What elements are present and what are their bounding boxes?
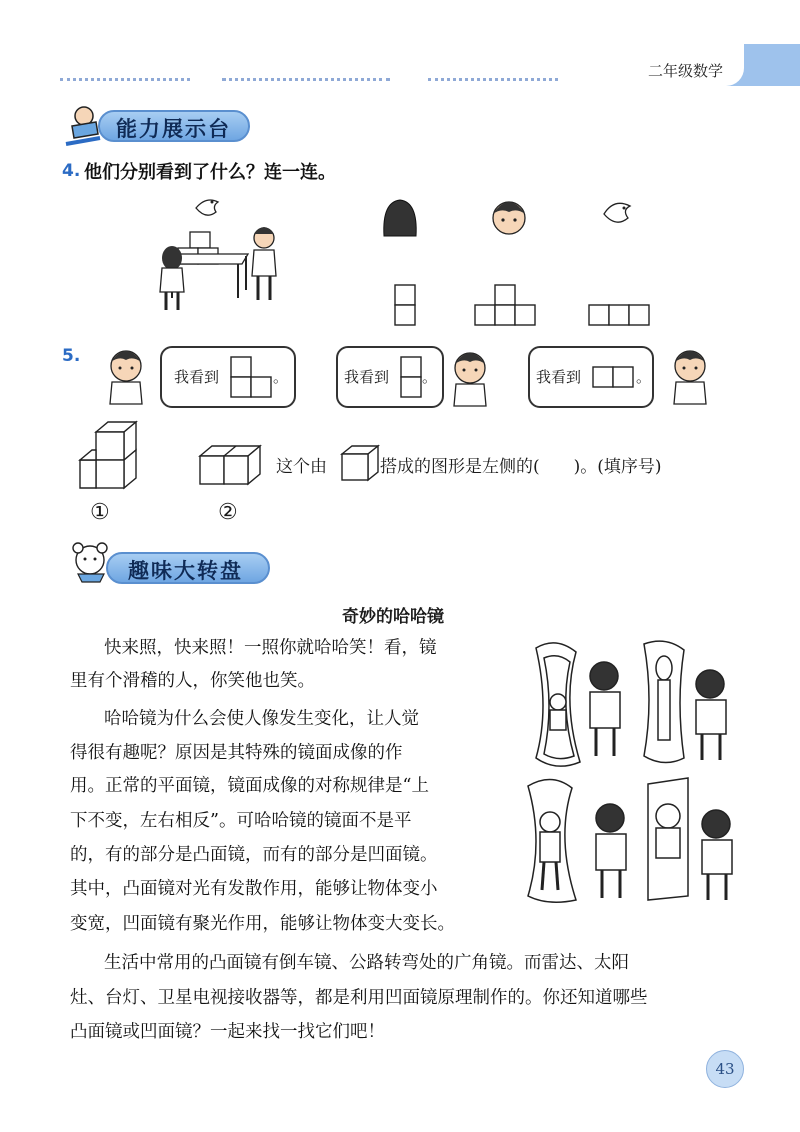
structure-1-label: ①: [90, 500, 110, 525]
bubble-2-text: 我看到: [344, 368, 390, 386]
article-line-4: 得很有趣呢？原因是其特殊的镜面成像的作: [70, 743, 403, 763]
bubble-1-suffix: 。: [273, 368, 289, 386]
grade-label: 二年级数学: [648, 62, 724, 80]
kid-3-icon: [664, 346, 714, 406]
cube-structure-1: [78, 420, 142, 496]
header-dots-2: [222, 78, 390, 81]
article-title: 奇妙的哈哈镜: [342, 607, 444, 627]
view-t-shape: [474, 284, 538, 328]
girl-back-head-icon: [380, 196, 420, 240]
article-line-1: 快来照，快来照！一照你就哈哈笑！看，镜: [104, 638, 437, 658]
structure-2-label: ②: [218, 500, 238, 525]
single-cube-icon: [340, 444, 380, 482]
bird-icon: [600, 196, 640, 232]
question-4-text: 他们分别看到了什么？连一连。: [84, 162, 336, 183]
view-vertical-two: [394, 284, 418, 328]
article-line-2: 里有个滑稽的人，你笑他也笑。: [70, 671, 315, 691]
article-line-6: 下不变，左右相反”。可哈哈镜的镜面不是平: [70, 811, 412, 831]
article-line-12: 凸面镜或凹面镜？一起来找一找它们吧！: [70, 1022, 385, 1042]
bubble-2-suffix: 。: [422, 368, 438, 386]
bubble-3-text: 我看到: [536, 368, 582, 386]
article-line-8: 其中，凸面镜对光有发散作用，能够让物体变小: [70, 879, 438, 899]
article-line-5: 用。正常的平面镜，镜面成像的对称规律是“上: [70, 776, 429, 796]
mirror-illustration-2: [520, 776, 740, 906]
cube-structure-2: [198, 444, 262, 496]
question-4-number: 4.: [62, 161, 81, 181]
bubble-1-text: 我看到: [174, 368, 220, 386]
question-5-prefix: 这个由: [276, 457, 327, 477]
article-line-7: 的，有的部分是凸面镜，而有的部分是凹面镜。: [70, 845, 438, 865]
view-horizontal-three: [588, 304, 652, 328]
article-line-9: 变宽，凹面镜有聚光作用，能够让物体变大变长。: [70, 914, 455, 934]
question-5-suffix: 搭成的图形是左侧的( )。(填序号): [380, 457, 662, 477]
mirror-illustration-1: [520, 638, 740, 768]
bubble-1-view: [230, 356, 274, 400]
article-line-10: 生活中常用的凸面镜有倒车镜、公路转弯处的广角镜。而雷达、太阳: [104, 953, 629, 973]
boy-head-icon: [487, 194, 531, 238]
table-scene-illustration: [150, 192, 260, 322]
question-5-number: 5.: [62, 346, 81, 366]
page-number: 43: [706, 1050, 744, 1088]
header-dots-3: [428, 78, 558, 81]
kid-1-icon: [104, 346, 154, 406]
header-dots-1: [60, 78, 190, 81]
article-line-3: 哈哈镜为什么会使人像发生变化，让人觉: [104, 709, 419, 729]
section-title-ability: 能力展示台: [116, 117, 231, 141]
bubble-2-view: [400, 356, 424, 400]
bubble-3-suffix: 。: [636, 368, 652, 386]
section-title-fun: 趣味大转盘: [128, 559, 243, 583]
article-line-11: 灶、台灯、卫星电视接收器等，都是利用凹面镜原理制作的。你还知道哪些: [70, 988, 648, 1008]
kid-2-icon: [448, 348, 492, 408]
